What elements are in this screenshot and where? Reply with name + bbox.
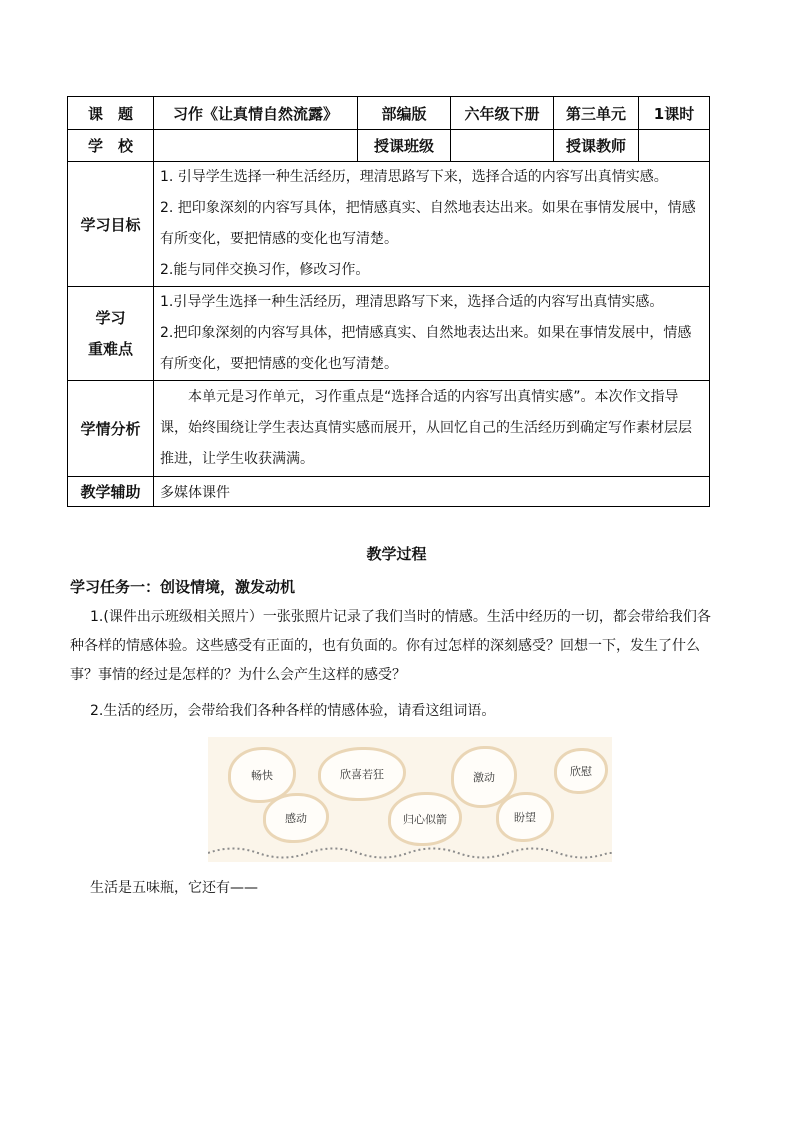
word-bubble: 感动 [263,793,329,843]
keypoints-label [68,287,154,381]
word-bubble: 归心似箭 [388,792,462,846]
paragraph-2 [70,697,720,726]
school-value [154,130,358,162]
objectives-content [154,162,710,287]
table-row-aids [68,477,710,507]
school-label: 学 校 [68,130,154,162]
objective-item: 2. 把印象深刻的内容写具体，把情感真实、自然地表达出来。如果在事情发展中，情感有所变化，要把情感的变化也写清楚。 [160,200,696,247]
word-bubble: 欣喜若狂 [318,747,406,801]
objectives-label: 学习目标 [68,162,154,287]
word-bubble: 盼望 [496,792,554,842]
table-row-objectives [68,162,710,287]
process-title: 教学过程 [366,545,427,563]
grade: 六年级下册 [451,97,554,130]
topic-label: 课 题 [68,97,154,130]
analysis-text: 本单元是习作单元，习作重点是“选择合适的内容写出真情实感”。本次作文指导课，始终围绕让学生表达真情实感而展开，从回忆自己的生活经历到确定写作素材层层推进，让学生收获满满。 [160,389,692,467]
table-row-topic [68,97,710,130]
teacher-value [639,130,710,162]
aids-value: 多媒体课件 [154,477,710,507]
table-row-school [68,130,710,162]
analysis-label: 学情分析 [68,381,154,477]
objective-item: 1. 引导学生选择一种生活经历，理清思路写下来，选择合适的内容写出真情实感。 [160,169,668,185]
emotion-words-image [208,737,612,862]
class-label: 授课班级 [358,130,451,162]
objective-item: 2.能与同伴交换习作，修改习作。 [160,262,370,278]
aids-label: 教学辅助 [68,477,154,507]
word-bubble: 欣慰 [554,748,608,794]
unit: 第三单元 [554,97,639,130]
teacher-label: 授课教师 [554,130,639,162]
class-value [451,130,554,162]
class-hours: 1课时 [639,97,710,130]
analysis-content [154,381,710,477]
paragraph-3 [70,874,720,903]
lesson-title: 习作《让真情自然流露》 [154,97,358,130]
table-row-analysis [68,381,710,477]
paragraph-1 [70,603,720,690]
word-bubble: 畅快 [228,747,296,803]
keypoint-item: 1.引导学生选择一种生活经历，理清思路写下来，选择合适的内容写出真情实感。 [160,294,664,310]
table-row-keypoints [68,287,710,381]
keypoints-label-line1: 学习 [95,308,126,327]
paragraph-3-text: 生活是五味瓶，它还有—— [90,880,258,896]
keypoints-label-line2: 重难点 [87,339,133,358]
paragraph-2-text: 2.生活的经历，会带给我们各种各样的情感体验，请看这组词语。 [90,703,496,719]
edition: 部编版 [358,97,451,130]
task1-title: 学习任务一：创设情境，激发动机 [70,578,296,596]
keypoint-item: 2.把印象深刻的内容写具体，把情感真实、自然地表达出来。如果在事情发展中，情感有所变化，要把情感的变化也写清楚。 [160,325,692,372]
word-bubble: 激动 [451,746,517,808]
wavy-border-decoration [208,844,612,862]
lesson-info-table [67,96,710,507]
keypoints-content [154,287,710,381]
paragraph-1-text: 1.(课件出示班级相关照片）一张张照片记录了我们当时的情感。生活中经历的一切，都会带给我们各种各样的情感体验。这些感受有正面的，也有负面的。你有过怎样的深刻感受？回想一下，发生了什么事？事情的经过是怎样的？为什么会产生这样的感受？ [70,609,711,683]
